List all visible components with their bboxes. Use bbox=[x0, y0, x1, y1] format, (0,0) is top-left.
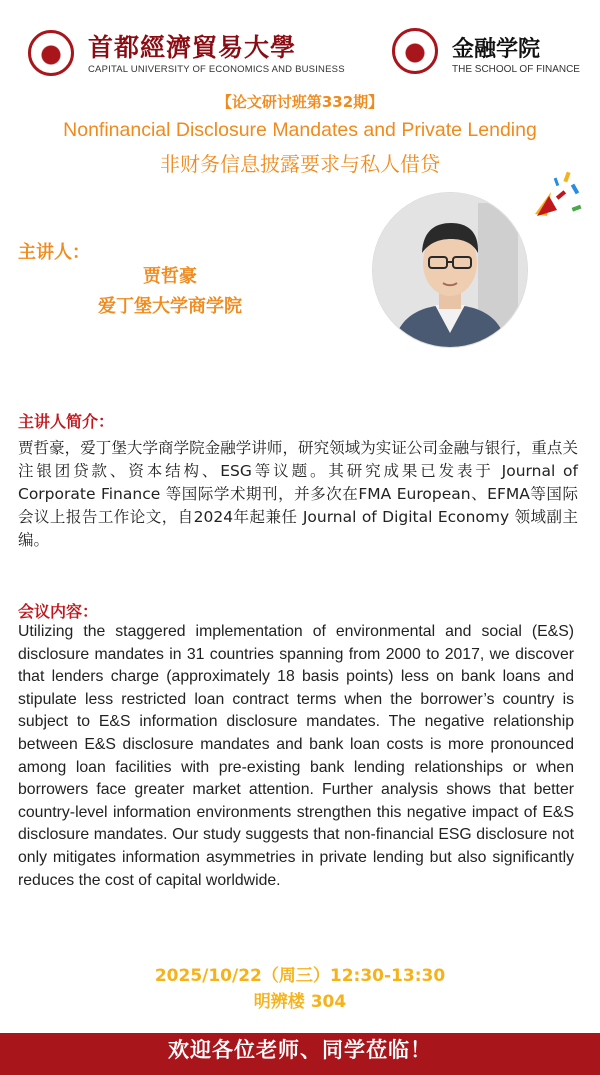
school-seal-icon bbox=[392, 28, 438, 74]
welcome-banner: 欢迎各位老师、同学莅临！ bbox=[0, 1033, 600, 1075]
portrait-illustration bbox=[373, 193, 527, 347]
school-name-cn: 金融学院 bbox=[452, 36, 541, 62]
speaker-name: 贾哲豪 bbox=[143, 266, 197, 287]
abstract-text: Utilizing the staggered implementation of environmental and social (E&S) disclosure mandates in 31 countries spanning from 2000 to 2017, we discover that lenders charge (approximately 18 basis points) less on bank loans and stipulate less restricted loan contract terms when the borrower’s country is subject to E&S information disclosure mandates. The negative relationship between E&S disclosure mandates and bank loan costs is more pronounced among loan facilities with pre-existing bank lending relationships or when borrowers face greater market attention. Further analysis shows that better country-level information environments strengthen this negative impact of E&S disclosure mandates. Our study suggests that non-financial ESG disclosure not only mitigates information asymmetries in private lending but also significantly reduces the cost of capital worldwide. bbox=[18, 623, 574, 889]
university-name-cn: 首都經濟貿易大學 bbox=[88, 33, 297, 62]
speaker-label: 主讲人： bbox=[18, 242, 90, 263]
speaker-affiliation: 爱丁堡大学商学院 bbox=[98, 296, 242, 317]
confetti-icon bbox=[527, 170, 587, 220]
event-time: 2025/10/22（周三）12:30-13:30 bbox=[154, 966, 446, 986]
talk-title-cn: 非财务信息披露要求与私人借贷 bbox=[160, 152, 440, 176]
university-seal-icon bbox=[28, 30, 74, 76]
seminar-series: 【论文研讨班第332期】 bbox=[216, 93, 384, 111]
university-name-en: CAPITAL UNIVERSITY OF ECONOMICS AND BUSINESS bbox=[88, 64, 345, 75]
bio-text: 贾哲豪，爱丁堡大学商学院金融学讲师，研究领域为实证公司金融与银行，重点关注银团贷款、资本结构、ESG等议题。其研究成果已发表于 Journal of Corporate Finance 等国际学术期刊，并多次在FMA European、EFMA等国际会议上报告工作论文，自2024年起兼任 Journal of Digital Economy 领域副主编。 bbox=[18, 439, 578, 549]
bio-heading: 主讲人简介： bbox=[18, 412, 115, 431]
cueb-logo bbox=[28, 28, 345, 80]
content-heading: 会议内容： bbox=[18, 602, 99, 621]
event-location: 明辨楼 304 bbox=[253, 992, 347, 1012]
school-of-finance-logo bbox=[392, 28, 582, 80]
school-name-en: THE SCHOOL OF FINANCE bbox=[452, 64, 580, 75]
speaker-photo bbox=[373, 193, 527, 347]
talk-title-en: Nonfinancial Disclosure Mandates and Private Lending bbox=[63, 119, 537, 141]
